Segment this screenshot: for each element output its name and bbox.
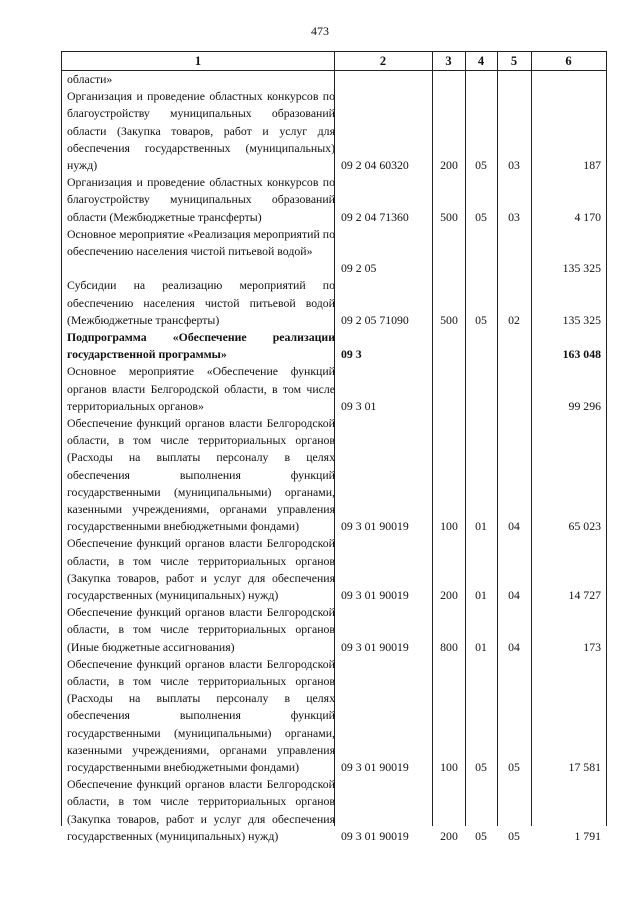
row-amount: 1 791 bbox=[574, 828, 601, 843]
table-row bbox=[62, 88, 606, 174]
table-row bbox=[62, 656, 606, 776]
row-expense-type: 500 bbox=[440, 312, 458, 327]
row-description: Обеспечение функций органов власти Белгородской области, в том числе территориальных органов (Расходы на выплаты персоналу в целях обеспечения выполнения функций государственными (муниципальными) органами, казенными учреждениями, органами управления государственными внебюджетными фондами) bbox=[67, 656, 335, 775]
table-row bbox=[62, 71, 606, 88]
row-description: Организация и проведение областных конкурсов по благоустройству муниципальных образований области (Закупка товаров, работ и услуг для обеспечения государственных (муниципальных) нужд) bbox=[67, 89, 335, 172]
row-description: Основное мероприятие «Обеспечение функций органов власти Белгородской области, в том числе территориальных органов» bbox=[67, 364, 335, 413]
row-section: 01 bbox=[475, 639, 487, 654]
row-description: Организация и проведение областных конкурсов по благоустройству муниципальных образований области (Межбюджетные трансферты) bbox=[67, 175, 335, 224]
row-subsection: 03 bbox=[508, 158, 520, 173]
row-subsection: 02 bbox=[508, 312, 520, 327]
row-description: Подпрограмма «Обеспечение реализации государственной программы» bbox=[67, 330, 335, 362]
row-section: 05 bbox=[475, 209, 487, 224]
budget-table bbox=[61, 51, 607, 843]
table-row bbox=[62, 226, 606, 278]
row-expense-type: 500 bbox=[440, 209, 458, 224]
header-col-3: 3 bbox=[445, 54, 452, 68]
row-expense-type: 200 bbox=[440, 158, 458, 173]
row-description: Обеспечение функций органов власти Белгородской области, в том числе территориальных органов (Закупка товаров, работ и услуг для обеспечения государственных (муниципальных) нужд) bbox=[67, 777, 335, 843]
row-code: 09 3 01 90019 bbox=[341, 760, 409, 775]
row-section: 05 bbox=[475, 312, 487, 327]
row-amount: 17 581 bbox=[568, 760, 601, 775]
row-amount: 4 170 bbox=[574, 209, 601, 224]
row-description: Основное мероприятие «Реализация мероприятий по обеспечению населения чистой питьевой водой» bbox=[67, 226, 335, 258]
row-section: 01 bbox=[475, 588, 487, 603]
row-code: 09 3 bbox=[341, 347, 362, 362]
row-code: 09 3 01 90019 bbox=[341, 639, 409, 654]
row-amount: 163 048 bbox=[562, 347, 601, 362]
row-subsection: 04 bbox=[508, 639, 520, 654]
row-code: 09 2 04 71360 bbox=[341, 209, 409, 224]
table-row bbox=[62, 174, 606, 226]
row-amount: 99 296 bbox=[568, 398, 601, 413]
row-subsection: 04 bbox=[508, 519, 520, 534]
table-row bbox=[62, 277, 606, 329]
table-row bbox=[62, 604, 606, 656]
row-amount: 187 bbox=[583, 158, 601, 173]
row-amount: 135 325 bbox=[562, 261, 601, 276]
row-subsection: 03 bbox=[508, 209, 520, 224]
row-description: Обеспечение функций органов власти Белгородской области, в том числе территориальных органов (Иные бюджетные ассигнования) bbox=[67, 605, 335, 654]
row-code: 09 3 01 90019 bbox=[341, 588, 409, 603]
header-col-2: 2 bbox=[379, 54, 387, 68]
row-code: 09 2 05 71090 bbox=[341, 312, 409, 327]
table-row bbox=[62, 535, 606, 604]
row-code: 09 3 01 90019 bbox=[341, 519, 409, 534]
row-description: Субсидии на реализацию мероприятий по обеспечению населения чистой питьевой водой (Межбюджетные трансферты) bbox=[67, 278, 335, 327]
row-expense-type: 800 bbox=[440, 639, 458, 654]
row-subsection: 04 bbox=[508, 588, 520, 603]
row-subsection: 05 bbox=[508, 828, 520, 843]
table-row bbox=[62, 363, 606, 415]
table-row bbox=[62, 776, 606, 845]
row-expense-type: 100 bbox=[440, 519, 458, 534]
row-expense-type: 100 bbox=[440, 760, 458, 775]
header-col-5: 5 bbox=[510, 54, 518, 68]
table-row bbox=[62, 415, 606, 535]
row-description: Обеспечение функций органов власти Белгородской области, в том числе территориальных органов (Расходы на выплаты персоналу в целях обеспечения выполнения функций государственными (муниципальными) органами, казенными учреждениями, органами управления государственными внебюджетными фондами) bbox=[67, 416, 335, 534]
page-number: 473 bbox=[311, 24, 329, 38]
row-amount: 14 727 bbox=[568, 588, 601, 603]
table-row bbox=[62, 329, 606, 363]
row-code: 09 3 01 90019 bbox=[341, 828, 409, 843]
row-code: 09 2 04 60320 bbox=[341, 158, 409, 173]
row-section: 05 bbox=[475, 760, 487, 775]
row-amount: 173 bbox=[583, 639, 601, 654]
row-amount: 65 023 bbox=[568, 519, 601, 534]
row-expense-type: 200 bbox=[440, 828, 458, 843]
row-section: 05 bbox=[475, 158, 487, 173]
row-amount: 135 325 bbox=[562, 312, 601, 327]
row-description: области» bbox=[67, 72, 113, 86]
row-section: 05 bbox=[475, 828, 487, 843]
row-expense-type: 200 bbox=[440, 588, 458, 603]
header-col-4: 4 bbox=[477, 54, 485, 68]
row-code: 09 3 01 bbox=[341, 398, 377, 413]
header-col-6: 6 bbox=[565, 54, 572, 68]
header-col-1: 1 bbox=[194, 54, 202, 68]
row-section: 01 bbox=[475, 519, 487, 534]
row-subsection: 05 bbox=[508, 760, 520, 775]
table-header bbox=[62, 51, 606, 71]
row-code: 09 2 05 bbox=[341, 261, 377, 276]
row-description: Обеспечение функций органов власти Белгородской области, в том числе территориальных органов (Закупка товаров, работ и услуг для обеспечения государственных (муниципальных) нужд) bbox=[67, 536, 335, 602]
